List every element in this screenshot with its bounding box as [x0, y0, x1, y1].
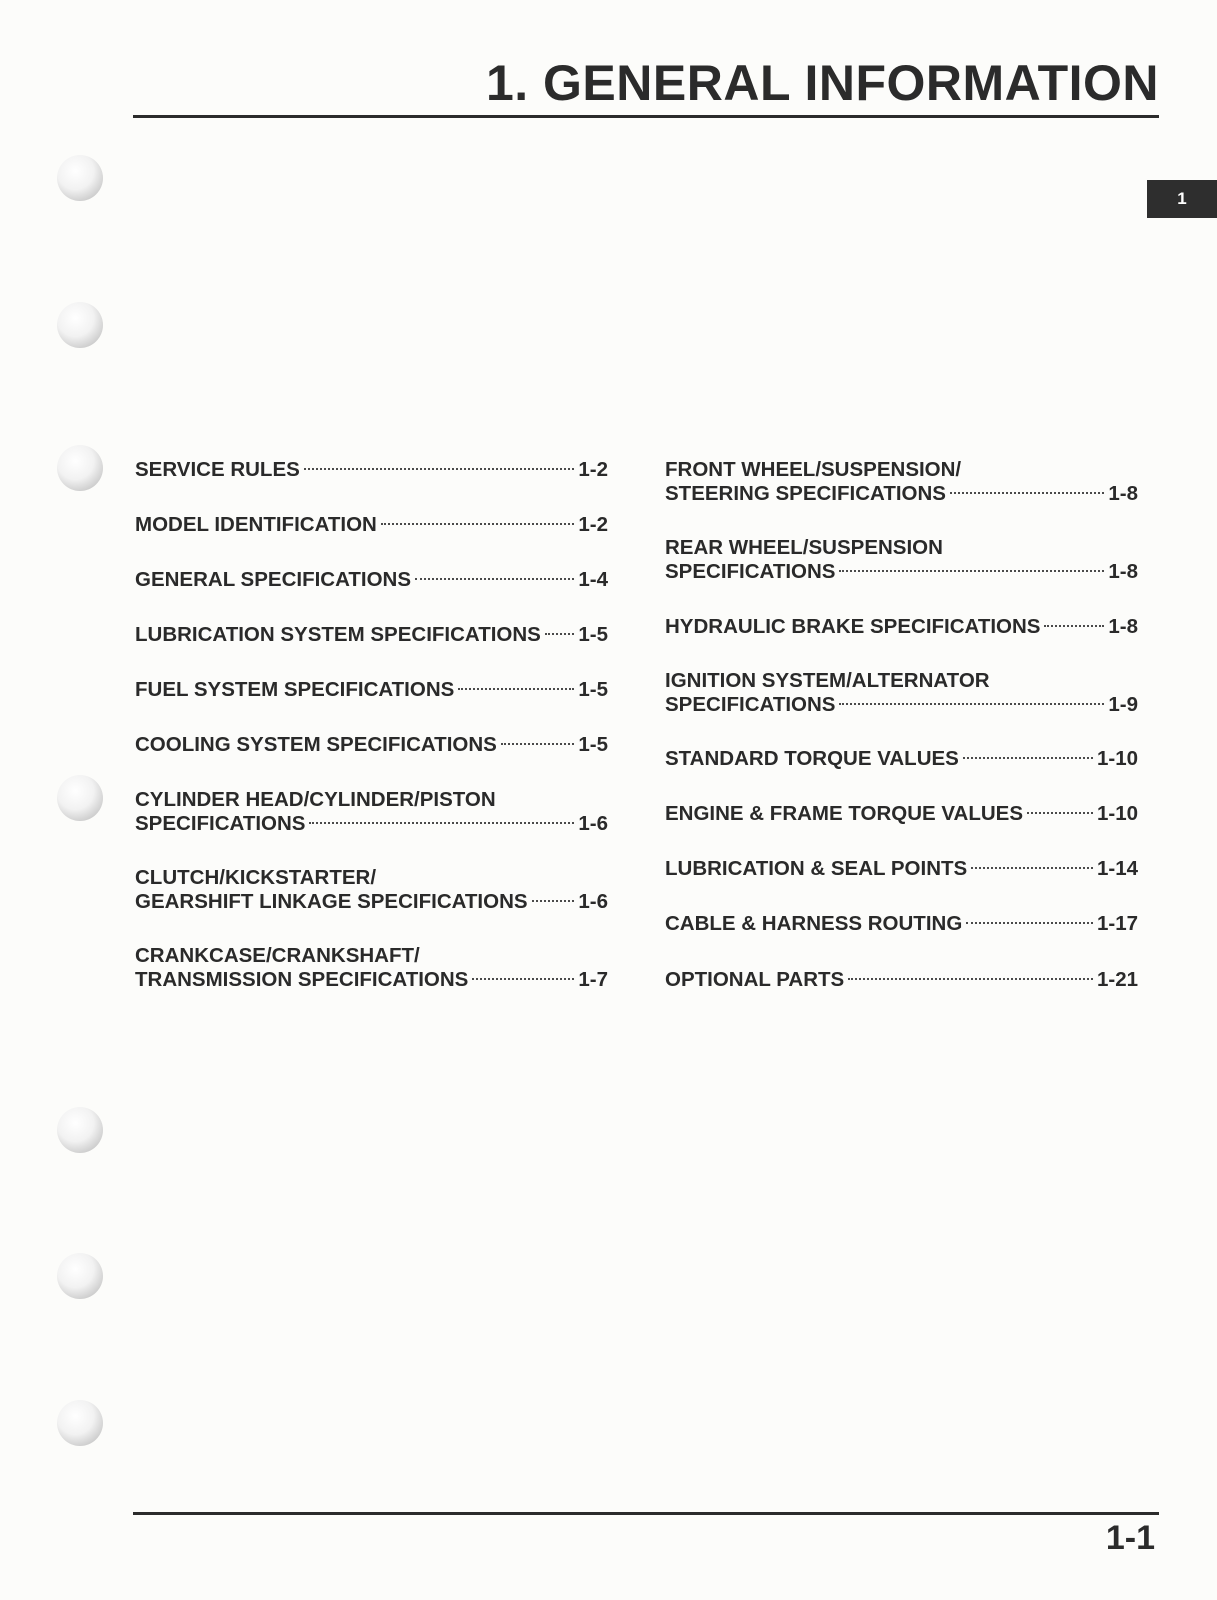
dot-leader — [501, 743, 575, 745]
toc-entry-clutch-kickstarter-specifications[interactable] — [135, 866, 608, 914]
toc-entry-rear-wheel-specifications[interactable] — [665, 536, 1138, 584]
toc-entry-title: CABLE & HARNESS ROUTING — [665, 912, 963, 935]
section-tab: 1 — [1147, 180, 1217, 218]
toc-entry-cooling-system-specifications[interactable] — [135, 733, 608, 757]
toc-entry-page: 1-10 — [1096, 802, 1138, 825]
toc-entry-page: 1-21 — [1096, 968, 1138, 991]
dot-leader — [309, 822, 574, 824]
toc-entry-page: 1-5 — [578, 623, 608, 646]
toc-entry-title: SPECIFICATIONS — [135, 812, 306, 835]
binder-hole-icon — [57, 775, 103, 821]
toc-entry-title-line1: CLUTCH/KICKSTARTER/ — [135, 866, 377, 889]
dot-leader — [304, 468, 575, 470]
toc-entry-title: GEARSHIFT LINKAGE SPECIFICATIONS — [135, 890, 528, 913]
toc-entry-page: 1-8 — [1108, 482, 1138, 505]
toc-entry-cable-harness-routing[interactable] — [665, 912, 1138, 936]
toc-entry-service-rules[interactable] — [135, 458, 608, 482]
toc-entry-lubrication-system-specifications[interactable] — [135, 623, 608, 647]
header-rule — [133, 115, 1159, 118]
toc-entry-title: STANDARD TORQUE VALUES — [665, 747, 959, 770]
toc-entry-title: LUBRICATION & SEAL POINTS — [665, 857, 968, 880]
toc-entry-page: 1-6 — [578, 890, 608, 913]
toc-entry-title: SERVICE RULES — [135, 458, 300, 481]
dot-leader — [963, 757, 1093, 759]
toc-entry-optional-parts[interactable] — [665, 968, 1138, 992]
toc-entry-ignition-system-specifications[interactable] — [665, 669, 1138, 717]
toc-entry-title: MODEL IDENTIFICATION — [135, 513, 377, 536]
page-title: 1. GENERAL INFORMATION — [485, 55, 1159, 111]
dot-leader — [1027, 812, 1093, 814]
toc-entry-general-specifications[interactable] — [135, 568, 608, 592]
toc-entry-title: SPECIFICATIONS — [665, 560, 836, 583]
dot-leader — [415, 578, 574, 580]
toc-entry-title: TRANSMISSION SPECIFICATIONS — [135, 968, 469, 991]
toc-entry-page: 1-17 — [1096, 912, 1138, 935]
toc-entry-page: 1-2 — [578, 513, 608, 536]
toc-entry-title: SPECIFICATIONS — [665, 693, 836, 716]
binder-hole-icon — [57, 445, 103, 491]
dot-leader — [532, 900, 575, 902]
toc-entry-page: 1-4 — [578, 568, 608, 591]
toc-entry-page: 1-7 — [578, 968, 608, 991]
dot-leader — [971, 867, 1093, 869]
dot-leader — [950, 492, 1104, 494]
toc-entry-page: 1-9 — [1108, 693, 1138, 716]
toc-entry-title: OPTIONAL PARTS — [665, 968, 845, 991]
toc-entry-title-line1: CRANKCASE/CRANKSHAFT/ — [135, 944, 420, 967]
binder-hole-icon — [57, 1400, 103, 1446]
dot-leader — [545, 633, 575, 635]
dot-leader — [848, 978, 1093, 980]
dot-leader — [472, 978, 574, 980]
dot-leader — [381, 523, 575, 525]
dot-leader — [458, 688, 574, 690]
toc-entry-fuel-system-specifications[interactable] — [135, 678, 608, 702]
toc-entry-title: LUBRICATION SYSTEM SPECIFICATIONS — [135, 623, 541, 646]
toc-entry-model-identification[interactable] — [135, 513, 608, 537]
toc-entry-page: 1-6 — [578, 812, 608, 835]
toc-entry-page: 1-5 — [578, 733, 608, 756]
binder-hole-icon — [57, 1253, 103, 1299]
dot-leader — [839, 703, 1104, 705]
toc-entry-hydraulic-brake-specifications[interactable] — [665, 615, 1138, 639]
dot-leader — [966, 922, 1093, 924]
page-number: 1-1 — [1105, 1519, 1155, 1557]
toc-entry-title: FUEL SYSTEM SPECIFICATIONS — [135, 678, 455, 701]
toc-entry-title-line1: CYLINDER HEAD/CYLINDER/PISTON — [135, 788, 496, 811]
toc-entry-page: 1-8 — [1108, 615, 1138, 638]
dot-leader — [1044, 625, 1104, 627]
toc-entry-page: 1-14 — [1096, 857, 1138, 880]
toc-entry-title-line1: IGNITION SYSTEM/ALTERNATOR — [665, 669, 990, 692]
toc-entry-crankcase-transmission-specifications[interactable] — [135, 944, 608, 992]
toc-entry-title: HYDRAULIC BRAKE SPECIFICATIONS — [665, 615, 1041, 638]
toc-entry-title: GENERAL SPECIFICATIONS — [135, 568, 412, 591]
toc-entry-title: COOLING SYSTEM SPECIFICATIONS — [135, 733, 497, 756]
toc-entry-page: 1-8 — [1108, 560, 1138, 583]
toc-entry-page: 1-2 — [578, 458, 608, 481]
toc-entry-title: STEERING SPECIFICATIONS — [665, 482, 946, 505]
toc-entry-title-line1: FRONT WHEEL/SUSPENSION/ — [665, 458, 962, 481]
toc-entry-title: ENGINE & FRAME TORQUE VALUES — [665, 802, 1024, 825]
binder-hole-icon — [57, 302, 103, 348]
toc-entry-front-wheel-specifications[interactable] — [665, 458, 1138, 506]
toc-entry-cylinder-head-specifications[interactable] — [135, 788, 608, 836]
footer-rule — [133, 1512, 1159, 1515]
binder-hole-icon — [57, 1107, 103, 1153]
dot-leader — [839, 570, 1104, 572]
toc-entry-title-line1: REAR WHEEL/SUSPENSION — [665, 536, 943, 559]
toc-entry-lubrication-seal-points[interactable] — [665, 857, 1138, 881]
toc-entry-engine-frame-torque-values[interactable] — [665, 802, 1138, 826]
toc-entry-page: 1-5 — [578, 678, 608, 701]
toc-entry-standard-torque-values[interactable] — [665, 747, 1138, 771]
toc-entry-page: 1-10 — [1096, 747, 1138, 770]
binder-hole-icon — [57, 155, 103, 201]
